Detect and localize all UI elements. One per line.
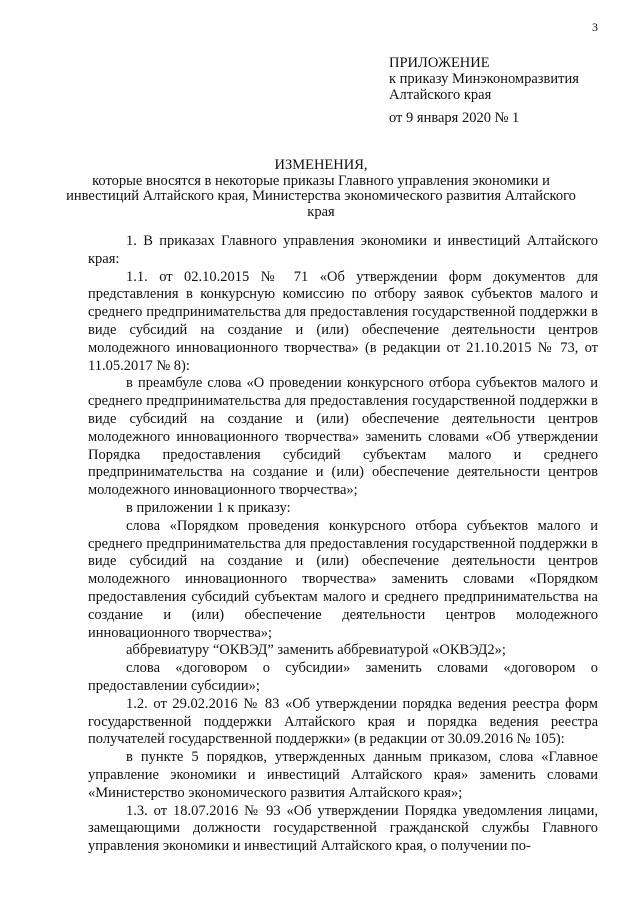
document-heading: [60, 158, 582, 220]
paragraph-abbreviation: аббревиатуру “ОКВЭД” заменить аббревиатурой «ОКВЭД2»;: [126, 642, 506, 659]
appendix-block: [389, 55, 579, 126]
appendix-title: ПРИЛОЖЕНИЕ: [389, 55, 490, 71]
document-body: [88, 233, 598, 856]
paragraph-1-3: 1.3. от 18.07.2016 № 93 «Об утверждении Порядка уведомления лицами, замещающими должности государственной гражданской службы Главного управления экономики и инвестиций Алтайского края, о получении по-: [88, 802, 598, 855]
paragraph-1-2: 1.2. от 29.02.2016 № 83 «Об утверждении порядка ведения реестра форм государственной поддержки Алтайского края и порядка ведения реестра получателей государственной поддержки» (в редакции от 30.09.2016 № 105):: [88, 695, 598, 748]
paragraph-1-1: 1.1. от 02.10.2015 № 71 «Об утверждении форм документов для представления в конкурсную комиссию по отбору заявок субъектов малого и среднего предпринимательства для предоставления государственной поддержки в виде субсидий на создание и (или) обеспечение деятельности центров молодежного инновационного творчества» (в редакции от 21.10.2015 № 73, от 11.05.2017 № 8):: [88, 268, 598, 374]
paragraph-point-5: в пункте 5 порядков, утвержденных данным приказом, слова «Главное управление экономики и инвестиций Алтайского края» заменить словами «Министерство экономического развития Алтайского края»;: [88, 749, 598, 801]
paragraph-appendix-1: в приложении 1 к приказу:: [126, 499, 291, 516]
appendix-line-2: Алтайского края: [389, 87, 492, 103]
paragraph-contract: слова «договором о субсидии» заменить словами «договором о предоставлении субсидии»;: [88, 660, 598, 694]
heading-title: ИЗМЕНЕНИЯ,: [274, 157, 368, 173]
heading-subtitle: которые вносятся в некоторые приказы Главного управления экономики и инвестиций Алтайского края, Министерства экономического развития Алтайского края: [66, 172, 576, 220]
paragraph-words: слова «Порядком проведения конкурсного отбора субъектов малого и среднего предпринимательства для предоставления государственной поддержки в виде субсидий на создание и (или) обеспечение деятельности центров молодежного инновационного творчества» заменить словами «Порядком предоставления субсидий субъектам малого и среднего предпринимательства на создание и (или) обеспечение деятельности центров молодежного инновационного творчества»;: [88, 517, 598, 641]
appendix-line-1: к приказу Минэкономразвития: [389, 71, 579, 87]
paragraph-preamble: в преамбуле слова «О проведении конкурсного отбора субъектов малого и среднего предпринимательства для предоставления государственной поддержки в виде субсидий на создание и (или) обеспечение деятельности центров молодежного инновационного творчества» заменить словами «Об утверждении Порядка предоставления субсидий субъектам малого и среднего предпринимательства на создание и (или) обеспечение деятельности центров молодежного инновационного творчества»;: [88, 375, 598, 499]
appendix-date: от 9 января 2020 № 1: [389, 110, 520, 126]
paragraph-1: 1. В приказах Главного управления экономики и инвестиций Алтайского края:: [88, 233, 598, 267]
page-number: 3: [592, 20, 598, 34]
